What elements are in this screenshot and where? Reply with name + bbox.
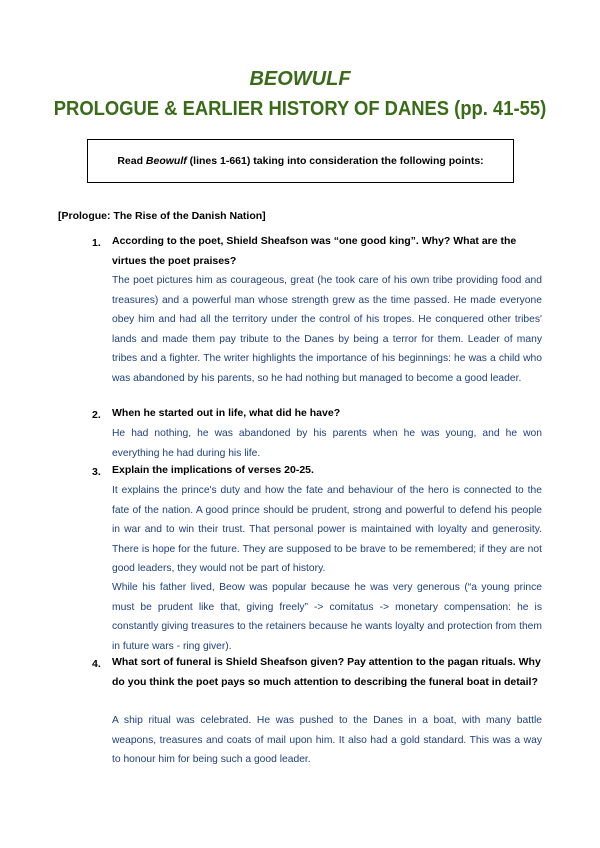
answer-text: While his father lived, Beow was popular because he was very generous (“a young prince must be prudent like that, giving freely” -> comitatus -> monetary compensation: he is constantly giving treasures to the retainers because he wants loyalty and protection from them in future wars - ring giver). [112,582,542,652]
question-text: According to the poet, Shield Sheafson was “one good king”. Why? What are the virtues the poet praises? [112,235,517,267]
question-text: What sort of funeral is Shield Sheafson given? Pay attention to the pagan rituals. Why do you think the poet pays so much attention to describing the funeral boat in detail? [112,656,541,688]
question-text: When he started out in life, what did he have? [112,407,341,419]
instructions-box [87,139,514,183]
answer-text: A ship ritual was celebrated. He was pushed to the Danes in a boat, with many battle weapons, treasures and coats of mail upon him. It also had a gold standard. This was a way to honour him for being such a good leader. [112,715,542,766]
instructions-text: Read Beowulf (lines 1-661) taking into consideration the following points: [117,155,484,167]
document-subtitle: PROLOGUE & EARLIER HISTORY OF DANES (pp. 41-55) [53,98,547,120]
question-text: Explain the implications of verses 20-25. [112,464,314,476]
question-number: 1. [92,237,101,249]
section-heading: [Prologue: The Rise of the Danish Nation] [58,210,266,222]
book-title: Beowulf [145,155,187,167]
question-number: 4. [92,658,101,670]
question-number: 2. [92,409,101,421]
answer-text: The poet pictures him as courageous, great (he took care of his own tribe providing food and treasures) and a powerful man whose strength grew as the time passed. He made everyone obey him and had all the territory under the control of his tropes. He conquered other tribes' lands and made them pay tribute to the Danes by being a terror for them. Leader of many tribes and a fighter. The writer highlights the importance of his beginnings: he was a child who was abandoned by his parents, so he had nothing but managed to become a good leader. [112,275,542,384]
question-number: 3. [92,466,101,478]
answer-text: He had nothing, he was abandoned by his parents when he was young, and he won everything he had during his life. [112,428,542,459]
answer-text: It explains the prince's duty and how the fate and behaviour of the hero is connected to the fate of the nation. A good prince should be prudent, strong and powerful to defend his people in war and to win their trust. That personal power is maintained with loyalty and generosity. There is hope for the future. They are supposed to be brave to be remembered; if they are not good leaders, they would not be part of history. [112,485,542,575]
document-title: BEOWULF [249,68,351,90]
